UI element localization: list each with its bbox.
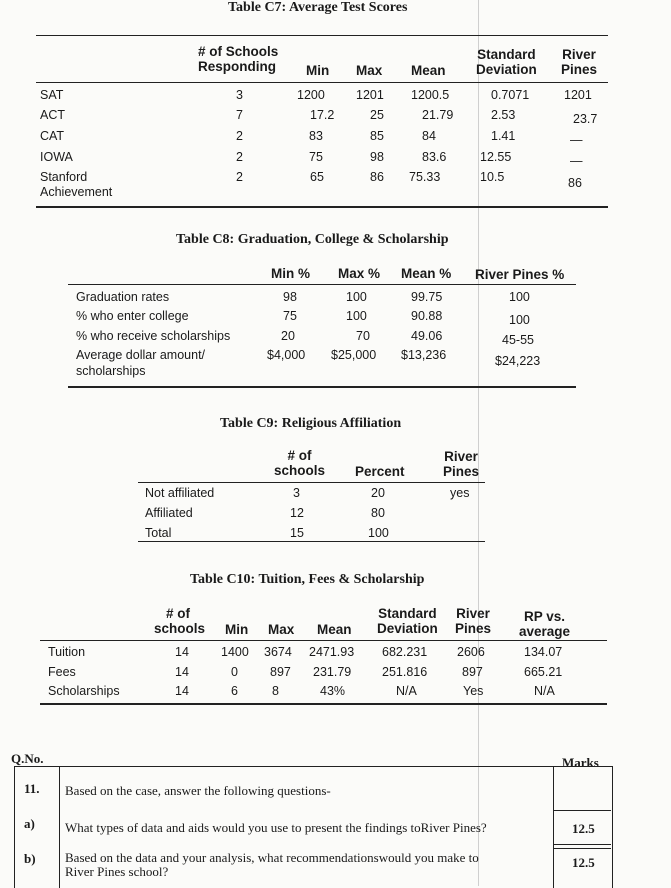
table-c9-bottom-rule: [138, 541, 485, 542]
c8-header-max: Max %: [338, 266, 381, 281]
c8-row-graduation: Graduation rates 98 100 99.75 100: [76, 290, 530, 304]
c10-header-schools: # of schools: [154, 606, 206, 636]
table-c10-title: Table C10: Tuition, Fees & Scholarship: [190, 572, 425, 587]
c7-header-min: Min: [306, 63, 330, 78]
table-c7-bottom-rule: [36, 206, 608, 208]
c10-header-sd: Standard Deviation: [377, 606, 438, 636]
marks-label: Marks: [562, 755, 599, 770]
c8-header-min: Min %: [271, 266, 310, 281]
table-c7-top-rule: [36, 35, 608, 36]
c8-row-average-amount: Average dollar amount/ scholarships $4,000 $25,000 $13,236 $24,223: [76, 348, 541, 378]
c10-row-scholarships: Scholarships 14 6 8 43% N/A Yes N/A: [48, 684, 555, 698]
qa-number: a): [24, 816, 35, 831]
c7-header-schools: # of Schools Responding: [198, 44, 279, 74]
c8-row-scholarships: % who receive scholarships 20 70 49.06 45-55: [76, 329, 534, 347]
marks-box-a: [553, 810, 611, 811]
c8-header-mean: Mean %: [401, 266, 452, 281]
q11-text: Based on the case, answer the following questions-: [65, 783, 331, 798]
table-c7-title: Table C7: Average Test Scores: [228, 0, 408, 15]
c7-header-sd: Standard Deviation: [476, 47, 537, 77]
c9-row-total: Total 15 100: [145, 526, 389, 540]
marks-box-b: [553, 848, 611, 849]
c10-row-fees: Fees 14 0 897 231.79 251.816 897 665.21: [48, 665, 563, 679]
marks-box-a-bottom: [553, 844, 611, 845]
c7-header-river-pines: River Pines: [561, 47, 598, 77]
c10-header-max: Max: [268, 622, 295, 637]
qb-text: Based on the data and your analysis, what recommendationswould you make to River Pines school?: [65, 850, 479, 879]
question-col-divider-left: [59, 767, 60, 888]
table-c10-bottom-rule: [40, 703, 607, 705]
c9-row-not-affiliated: Not affiliated 3 20 yes: [145, 486, 470, 500]
qb-marks: 12.5: [572, 855, 595, 870]
c7-row-sat: SAT 3 1200 1201 1200.5 0.7071 1201: [40, 88, 592, 102]
qa-text: What types of data and aids would you use to present the findings toRiver Pines?: [65, 820, 487, 835]
c9-header-river-pines: River Pines: [443, 449, 480, 479]
q11-number: 11.: [24, 781, 40, 796]
c7-header-mean: Mean: [411, 63, 446, 78]
c9-row-affiliated: Affiliated 12 80: [145, 506, 385, 520]
c7-row-cat: CAT 2 83 85 84 1.41 —: [40, 129, 583, 147]
table-c8-title: Table C8: Graduation, College & Scholarship: [176, 232, 449, 247]
c7-row-iowa: IOWA 2 75 98 83.6 12.55 —: [40, 150, 583, 168]
c10-header-river-pines: River Pines: [455, 606, 492, 636]
table-c9-title: Table C9: Religious Affiliation: [220, 416, 402, 431]
c10-row-tuition: Tuition 14 1400 3674 2471.93 682.231 2606 134.07: [48, 645, 563, 659]
table-c8-bottom-rule: [68, 386, 576, 388]
qno-label: Q.No.: [11, 751, 44, 766]
c7-row-act: ACT 7 17.2 25 21.79 2.53 23.7: [40, 108, 598, 126]
c9-header-percent: Percent: [355, 464, 405, 479]
table-c10-header-rule: [40, 640, 607, 641]
c7-row-stanford: Stanford Achievement 2 65 86 75.33 10.5 86: [40, 170, 582, 199]
c7-header-max: Max: [356, 63, 383, 78]
c10-header-mean: Mean: [317, 622, 352, 637]
table-c7-header-rule: [36, 82, 608, 83]
c8-header-river-pines: River Pines %: [475, 267, 565, 282]
c9-header-schools: # of schools: [274, 448, 326, 478]
table-c8-header-rule: [68, 284, 576, 285]
c8-row-college: % who enter college 75 100 90.88 100: [76, 309, 530, 327]
qb-number: b): [24, 851, 36, 866]
qa-marks: 12.5: [572, 821, 595, 836]
question-col-divider-right: [553, 767, 554, 888]
table-c9-header-rule: [138, 482, 485, 483]
c10-header-rp-vs-average: RP vs. average: [519, 609, 571, 639]
c10-header-min: Min: [225, 622, 249, 637]
